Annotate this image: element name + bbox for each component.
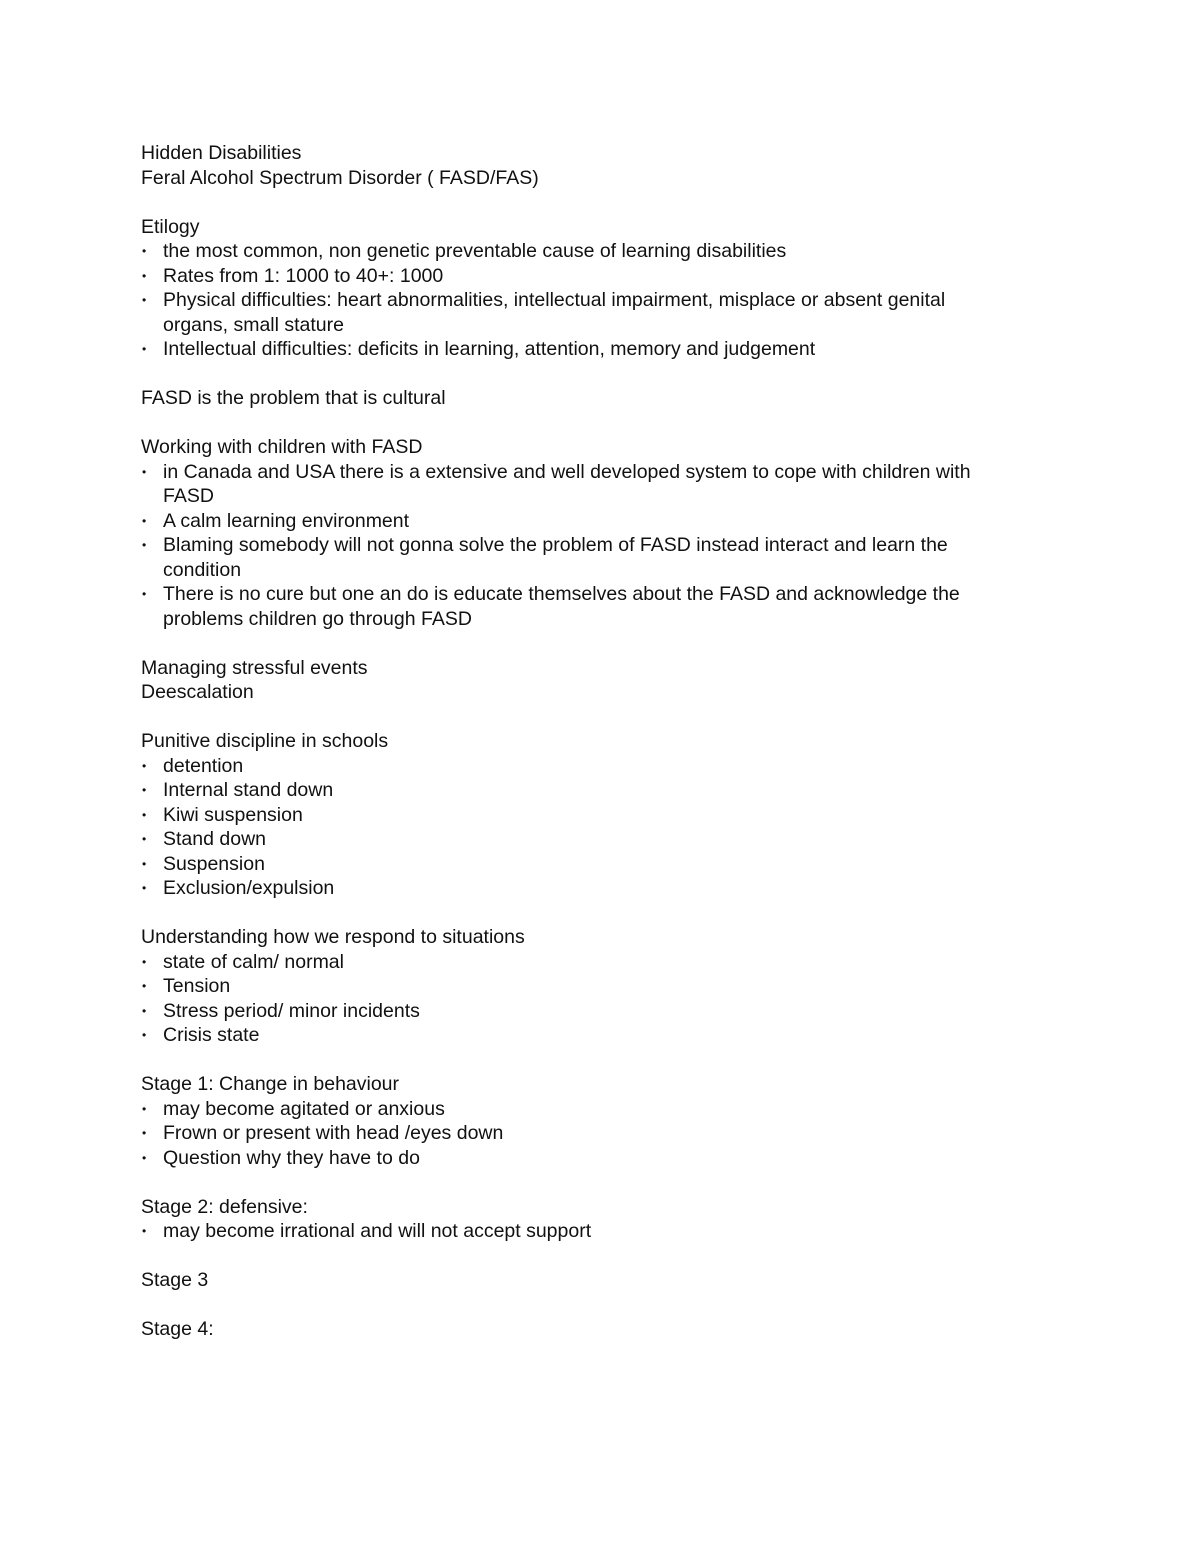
- bullet-icon: •: [142, 783, 147, 797]
- list-item-text: Stress period/ minor incidents: [163, 999, 420, 1022]
- bullet-icon: •: [142, 807, 147, 822]
- list-item-text: Frown or present with head /eyes down: [163, 1122, 504, 1144]
- list-item-text: Internal stand down: [163, 779, 334, 801]
- understanding-section: [141, 925, 1041, 1048]
- bullet-icon: •: [142, 881, 147, 895]
- list-item: [141, 337, 1041, 362]
- list-item-text: Rates from 1: 1000 to 40+: 1000: [163, 264, 444, 287]
- bullet-icon: •: [142, 856, 147, 871]
- managing-section: [141, 656, 1041, 705]
- spacer: [141, 362, 1041, 387]
- bullet-icon: •: [142, 244, 147, 258]
- list-item: [141, 509, 1041, 534]
- punitive-heading: Punitive discipline in schools: [141, 730, 389, 752]
- spacer: [141, 901, 1041, 926]
- working-section: [141, 435, 1041, 631]
- bullet-icon: •: [142, 1126, 147, 1140]
- bullet-icon: •: [142, 1028, 147, 1042]
- list-item: [141, 974, 1041, 999]
- list-item: [141, 999, 1041, 1024]
- spacer: [141, 631, 1041, 656]
- spacer: [141, 411, 1041, 436]
- list-item-text: detention: [163, 754, 244, 777]
- document-title: Hidden Disabilities: [141, 142, 302, 164]
- etiology-section: [141, 215, 1041, 362]
- list-item-text: condition: [163, 558, 242, 581]
- list-item: [141, 754, 1041, 779]
- bullet-icon: •: [142, 1224, 147, 1238]
- bullet-icon: •: [142, 832, 147, 846]
- list-item-text: Exclusion/expulsion: [163, 877, 335, 899]
- spacer: [141, 1170, 1041, 1195]
- bullet-icon: •: [142, 979, 147, 993]
- bullet-icon: •: [142, 464, 147, 479]
- list-item-text: Question why they have to do: [163, 1146, 420, 1169]
- document-subtitle: Feral Alcohol Spectrum Disorder ( FASD/FAS): [141, 166, 539, 189]
- etiology-heading: Etilogy: [141, 215, 200, 238]
- list-item: [141, 582, 1041, 631]
- stage1-list: [141, 1097, 1041, 1171]
- bullet-icon: •: [142, 268, 147, 283]
- working-heading: Working with children with FASD: [141, 436, 423, 458]
- list-item: [141, 950, 1041, 975]
- list-item-text: Crisis state: [163, 1024, 260, 1046]
- stage2-list: [141, 1219, 1041, 1244]
- list-item: [141, 803, 1041, 828]
- list-item: [141, 876, 1041, 901]
- list-item-text: may become irrational and will not accept support: [163, 1220, 592, 1242]
- understanding-heading: Understanding how we respond to situations: [141, 926, 525, 948]
- bullet-icon: •: [142, 293, 147, 307]
- list-item-text: Tension: [163, 975, 231, 997]
- list-item-text: Physical difficulties: heart abnormalities, intellectual impairment, misplace or absent genital: [163, 289, 946, 311]
- spacer: [141, 1293, 1041, 1318]
- bullet-icon: •: [142, 1150, 147, 1165]
- list-item-text: Suspension: [163, 852, 265, 875]
- stage2-heading: Stage 2: defensive:: [141, 1195, 308, 1218]
- spacer: [141, 1244, 1041, 1269]
- document-page: [141, 141, 1041, 1342]
- list-item-text: in Canada and USA there is a extensive and well developed system to cope with children with: [163, 460, 971, 483]
- punitive-section: [141, 729, 1041, 901]
- bullet-icon: •: [142, 587, 147, 601]
- list-item: [141, 264, 1041, 289]
- list-item: [141, 778, 1041, 803]
- bullet-icon: •: [142, 538, 147, 552]
- list-item: [141, 1146, 1041, 1171]
- list-item-text: Blaming somebody will not gonna solve the problem of FASD instead interact and learn the: [163, 534, 948, 556]
- spacer: [141, 705, 1041, 730]
- list-item: [141, 1121, 1041, 1146]
- list-item: [141, 1023, 1041, 1048]
- stage3-heading: Stage 3: [141, 1269, 209, 1291]
- understanding-list: [141, 950, 1041, 1048]
- bullet-icon: •: [142, 954, 147, 969]
- punitive-list: [141, 754, 1041, 901]
- cultural-statement: FASD is the problem that is cultural: [141, 387, 446, 409]
- spacer: [141, 1048, 1041, 1073]
- list-item-text: organs, small stature: [163, 313, 344, 336]
- list-item-text: Intellectual difficulties: deficits in learning, attention, memory and judgement: [163, 338, 816, 360]
- list-item: [141, 460, 1041, 509]
- list-item: [141, 852, 1041, 877]
- list-item-text: problems children go through FASD: [163, 607, 472, 630]
- list-item: [141, 239, 1041, 264]
- managing-subheading: Deescalation: [141, 681, 254, 703]
- stage1-heading: Stage 1: Change in behaviour: [141, 1073, 400, 1095]
- bullet-icon: •: [142, 342, 147, 356]
- list-item: [141, 1219, 1041, 1244]
- bullet-icon: •: [142, 513, 147, 528]
- list-item-text: the most common, non genetic preventable cause of learning disabilities: [163, 240, 787, 262]
- bullet-icon: •: [142, 1003, 147, 1018]
- list-item-text: There is no cure but one an do is educate themselves about the FASD and acknowledge the: [163, 583, 960, 605]
- list-item: [141, 288, 1041, 337]
- bullet-icon: •: [142, 758, 147, 773]
- list-item-text: A calm learning environment: [163, 509, 410, 532]
- stage1-section: [141, 1072, 1041, 1170]
- managing-heading: Managing stressful events: [141, 656, 368, 679]
- list-item-text: may become agitated or anxious: [163, 1097, 445, 1120]
- etiology-list: [141, 239, 1041, 362]
- stage4-heading: Stage 4:: [141, 1318, 214, 1340]
- list-item-text: Stand down: [163, 828, 266, 850]
- list-item: [141, 827, 1041, 852]
- spacer: [141, 190, 1041, 215]
- bullet-icon: •: [142, 1101, 147, 1116]
- list-item: [141, 533, 1041, 582]
- list-item: [141, 1097, 1041, 1122]
- list-item-text: FASD: [163, 485, 214, 507]
- list-item-text: Kiwi suspension: [163, 803, 303, 826]
- stage2-section: [141, 1195, 1041, 1244]
- working-list: [141, 460, 1041, 632]
- list-item-text: state of calm/ normal: [163, 950, 344, 973]
